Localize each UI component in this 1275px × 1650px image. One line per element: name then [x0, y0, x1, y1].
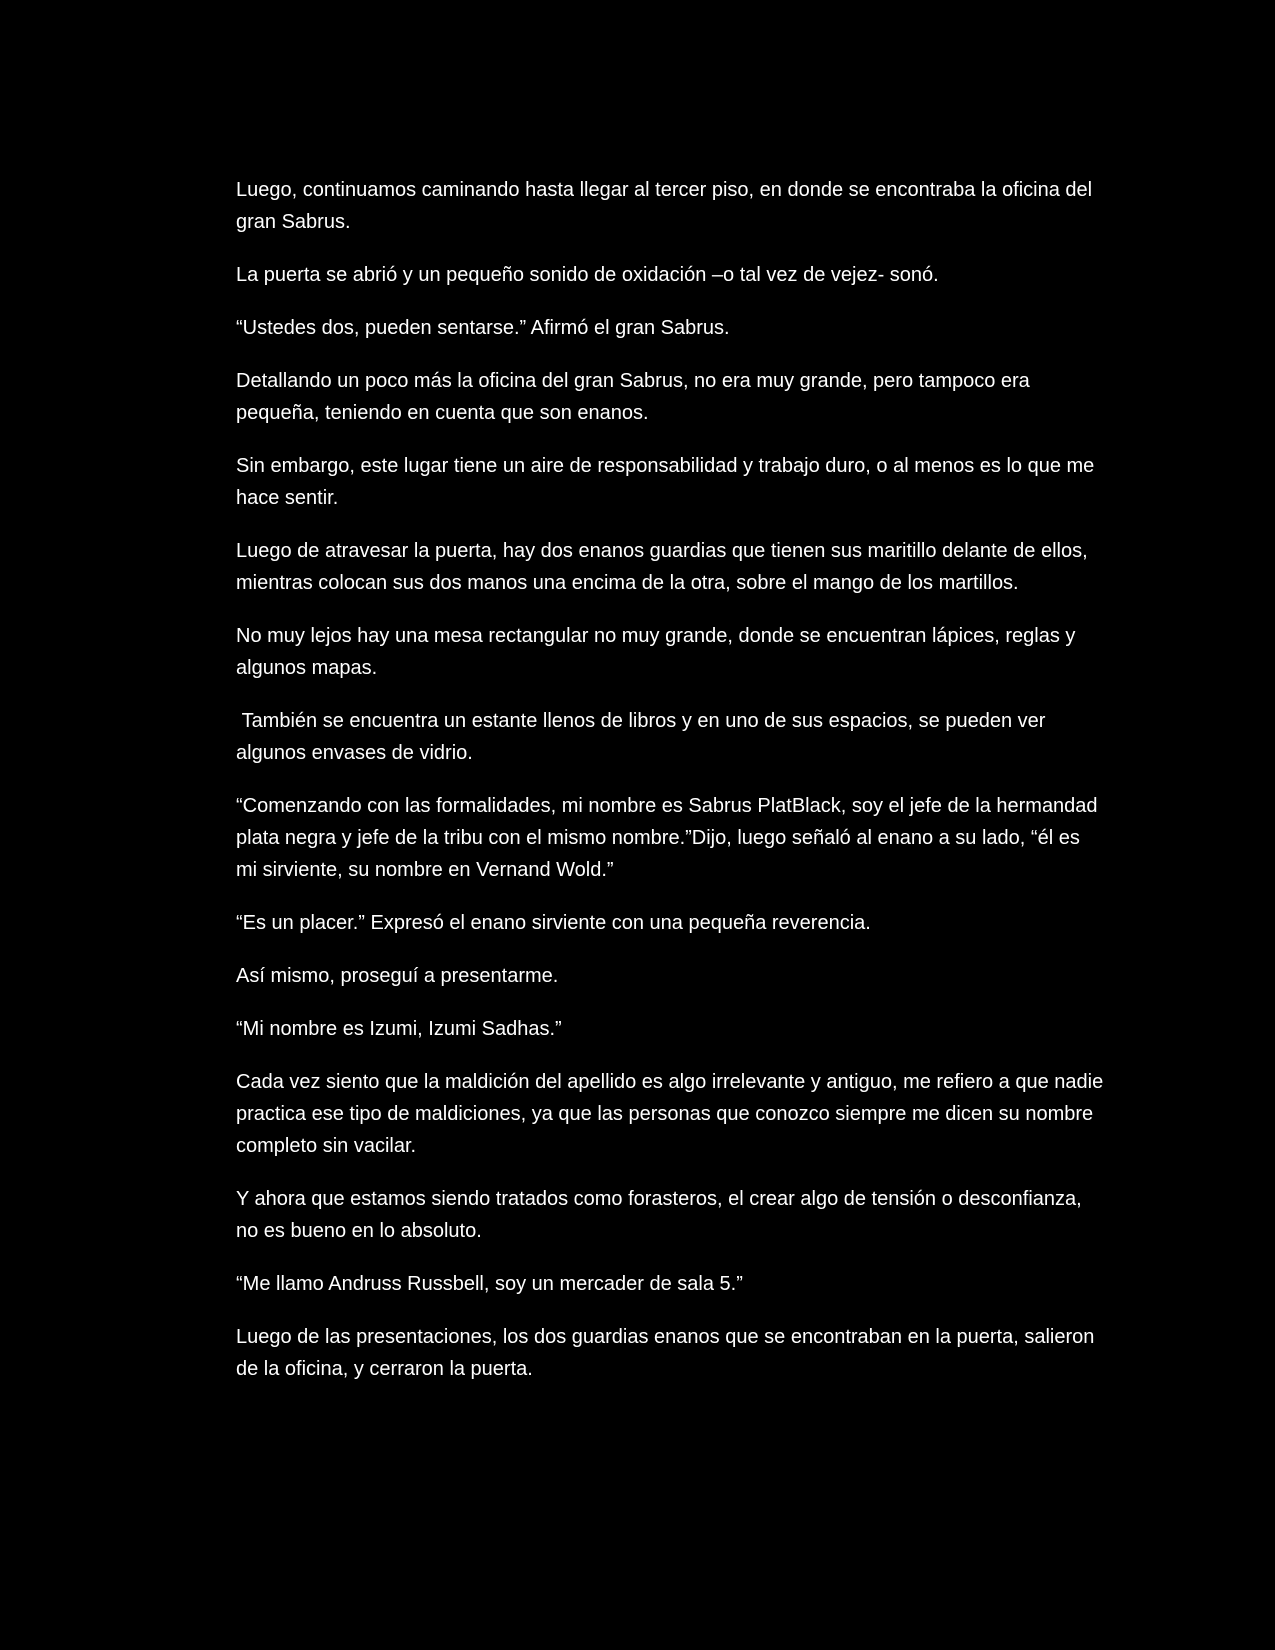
paragraph-15: “Me llamo Andruss Russbell, soy un mercader de sala 5.”	[236, 1273, 743, 1295]
paragraph-10: “Es un placer.” Expresó el enano sirviente con una pequeña reverencia.	[236, 912, 871, 934]
paragraph-7: No muy lejos hay una mesa rectangular no muy grande, donde se encuentran lápices, reglas y algunos mapas.	[236, 625, 1081, 679]
paragraph-6: Luego de atravesar la puerta, hay dos enanos guardias que tienen sus maritillo delante de ellos, mientras colocan sus dos manos una encima de la otra, sobre el mango de los martillos.	[236, 540, 1094, 594]
document-body	[236, 174, 1109, 1406]
paragraph-1: Luego, continuamos caminando hasta llegar al tercer piso, en donde se encontraba la oficina del gran Sabrus.	[236, 179, 1098, 233]
paragraph-13: Cada vez siento que la maldición del apellido es algo irrelevante y antiguo, me refiero a que nadie practica ese tipo de maldiciones, ya que las personas que conozco siempre me dicen su nombre completo sin vacilar.	[236, 1071, 1109, 1157]
paragraph-5: Sin embargo, este lugar tiene un aire de responsabilidad y trabajo duro, o al menos es lo que me hace sentir.	[236, 455, 1100, 509]
paragraph-2: La puerta se abrió y un pequeño sonido de oxidación –o tal vez de vejez- sonó.	[236, 264, 939, 286]
paragraph-11: Así mismo, proseguí a presentarme.	[236, 965, 559, 987]
paragraph-3: “Ustedes dos, pueden sentarse.” Afirmó el gran Sabrus.	[236, 317, 730, 339]
paragraph-16: Luego de las presentaciones, los dos guardias enanos que se encontraban en la puerta, salieron de la oficina, y cerraron la puerta.	[236, 1326, 1100, 1380]
paragraph-14: Y ahora que estamos siendo tratados como forasteros, el crear algo de tensión o desconfianza, no es bueno en lo absoluto.	[236, 1188, 1088, 1242]
paragraph-8: También se encuentra un estante llenos de libros y en uno de sus espacios, se pueden ver algunos envases de vidrio.	[236, 710, 1051, 764]
paragraph-9: “Comenzando con las formalidades, mi nombre es Sabrus PlatBlack, soy el jefe de la hermandad plata negra y jefe de la tribu con el mismo nombre.”Dijo, luego señaló al enano a su lado, “él es mi sirviente, su nombre en Vernand Wold.”	[236, 795, 1104, 881]
paragraph-4: Detallando un poco más la oficina del gran Sabrus, no era muy grande, pero tampoco era pequeña, teniendo en cuenta que son enanos.	[236, 370, 1036, 424]
paragraph-12: “Mi nombre es Izumi, Izumi Sadhas.”	[236, 1018, 562, 1040]
